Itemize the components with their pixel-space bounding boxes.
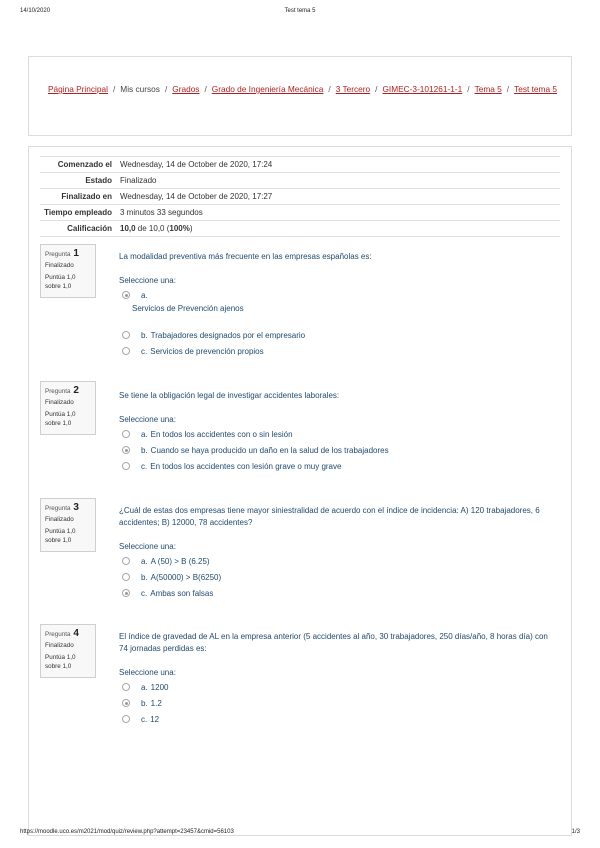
summary-row-started	[40, 157, 560, 173]
question-info	[40, 381, 96, 435]
answer-text: Ambas son falsas	[150, 589, 214, 598]
radio-unselected[interactable]	[122, 462, 130, 470]
breadcrumb-my-courses: Mis cursos	[120, 84, 160, 94]
radio-unselected[interactable]	[122, 573, 130, 581]
breadcrumb-separator: /	[112, 84, 116, 94]
breadcrumb-grados[interactable]: Grados	[172, 84, 200, 94]
print-header	[20, 8, 580, 20]
breadcrumb-separator: /	[375, 84, 378, 94]
question-label: Pregunta	[45, 388, 71, 395]
question-number-value: 2	[73, 385, 79, 396]
question-number	[45, 628, 91, 639]
breadcrumb	[48, 84, 557, 94]
answer-letter: c.	[141, 715, 148, 724]
question-grade	[45, 274, 91, 291]
radio-selected[interactable]	[122, 699, 130, 707]
answer-text: A(50000) > B(6250)	[150, 573, 222, 582]
breadcrumb-separator: /	[467, 84, 470, 94]
breadcrumb-home[interactable]: Página Principal	[48, 84, 108, 94]
question-label: Pregunta	[45, 505, 71, 512]
answer-option[interactable]	[119, 445, 549, 456]
answer-text: En todos los accidentes con lesión grave o muy grave	[150, 462, 342, 471]
radio-selected[interactable]	[122, 291, 130, 299]
answer-letter: a.	[141, 291, 148, 300]
breadcrumb-separator: /	[506, 84, 510, 94]
answer-text: Trabajadores designados por el empresario	[150, 331, 306, 340]
summary-value	[116, 221, 560, 237]
summary-label: Estado	[40, 173, 116, 189]
question-grade-line: sobre 1,0	[45, 662, 72, 670]
answer-option[interactable]	[119, 346, 549, 357]
radio-selected[interactable]	[122, 446, 130, 454]
question-grade-line: sobre 1,0	[45, 419, 72, 427]
question-grade-line: Puntúa 1,0	[45, 411, 76, 418]
answer-letter: c.	[141, 589, 148, 598]
question-grade-line: Puntúa 1,0	[45, 274, 76, 281]
select-one-prompt: Seleccione una:	[119, 415, 176, 424]
summary-row-grade	[40, 221, 560, 237]
answer-text: 12	[150, 715, 160, 724]
question-text: El índice de gravedad de AL en la empresa anterior (5 accidentes al año, 30 trabajadores, 250 días/año, 8 horas día) con 74 jornadas perdidas es:	[119, 632, 548, 653]
breadcrumb-degree[interactable]: Grado de Ingeniería Mecánica	[211, 84, 324, 94]
answer-text: Cuando se haya producido un daño en la salud de los trabajadores	[150, 446, 389, 455]
question-number	[45, 248, 91, 259]
navbar-card	[28, 56, 572, 136]
answer-option[interactable]	[119, 290, 549, 314]
question-grade-line: Puntúa 1,0	[45, 654, 76, 661]
answer-text: 1.2	[150, 699, 162, 708]
question-label: Pregunta	[45, 251, 71, 258]
question-number	[45, 502, 91, 513]
grade-score: 10,0	[120, 224, 136, 233]
radio-unselected[interactable]	[122, 715, 130, 723]
radio-unselected[interactable]	[122, 683, 130, 691]
radio-unselected[interactable]	[122, 557, 130, 565]
quiz-review-card	[28, 146, 572, 836]
answer-text: Servicios de Prevención ajenos	[132, 304, 244, 313]
answer-letter: b.	[141, 699, 148, 708]
attempt-summary-table	[40, 156, 560, 237]
summary-row-time	[40, 205, 560, 221]
question-number	[45, 385, 91, 396]
answer-option[interactable]	[119, 682, 549, 693]
summary-label: Tiempo empleado	[40, 205, 116, 221]
answer-letter: a.	[141, 430, 148, 439]
question-state: Finalizado	[45, 516, 74, 523]
print-url: https://moodle.uco.es/m2021/mod/quiz/review.php?attempt=23457&cmid=56103	[20, 829, 234, 835]
grade-close: )	[189, 224, 193, 233]
answer-option[interactable]	[119, 698, 549, 709]
question-number-value: 3	[73, 502, 79, 513]
summary-value: 3 minutos 33 segundos	[116, 205, 560, 221]
question-content	[119, 505, 549, 599]
question-text: La modalidad preventiva más frecuente en las empresas españolas es:	[119, 252, 372, 261]
answer-option[interactable]	[119, 429, 549, 440]
radio-unselected[interactable]	[122, 430, 130, 438]
answer-text: A (50) > B (6.25)	[150, 557, 210, 566]
question-state: Finalizado	[45, 262, 74, 269]
breadcrumb-topic[interactable]: Tema 5	[474, 84, 502, 94]
summary-value: Wednesday, 14 de October de 2020, 17:24	[116, 157, 560, 173]
summary-label: Finalizado en	[40, 189, 116, 205]
answer-option[interactable]	[119, 461, 549, 472]
answer-letter: b.	[141, 573, 148, 582]
question-grade-line: sobre 1,0	[45, 536, 72, 544]
select-one-prompt: Seleccione una:	[119, 276, 176, 285]
select-one-prompt: Seleccione una:	[119, 668, 176, 677]
question-number-value: 4	[73, 628, 79, 639]
answer-text: Servicios de prevención propios	[150, 347, 264, 356]
grade-total: de 10,0 (	[135, 224, 170, 233]
answer-letter: b.	[141, 446, 148, 455]
answer-option[interactable]	[119, 588, 549, 599]
breadcrumb-separator: /	[204, 84, 207, 94]
breadcrumb-course[interactable]: GIMEC-3-101261-1-1	[382, 84, 463, 94]
question-grade-line: Puntúa 1,0	[45, 528, 76, 535]
summary-row-finished	[40, 189, 560, 205]
print-footer	[20, 829, 580, 841]
summary-label: Calificación	[40, 221, 116, 237]
radio-unselected[interactable]	[122, 347, 130, 355]
print-page-number: 1/3	[571, 829, 580, 835]
question-text: Se tiene la obligación legal de investigar accidentes laborales:	[119, 391, 340, 400]
answer-text: En todos los accidentes con o sin lesión	[150, 430, 293, 439]
breadcrumb-separator: /	[164, 84, 168, 94]
question-info	[40, 498, 96, 552]
answer-letter: a.	[141, 683, 148, 692]
question-grade	[45, 528, 91, 545]
breadcrumb-separator: /	[328, 84, 331, 94]
question-content	[119, 251, 549, 357]
breadcrumb-quiz[interactable]: Test tema 5	[514, 84, 557, 94]
question-state: Finalizado	[45, 399, 74, 406]
radio-selected[interactable]	[122, 589, 130, 597]
question-grade	[45, 654, 91, 671]
answer-letter: c.	[141, 347, 148, 356]
question-label: Pregunta	[45, 631, 71, 638]
answer-text: 1200	[150, 683, 169, 692]
answer-letter: b.	[141, 331, 148, 340]
grade-percent: 100%	[169, 224, 190, 233]
answer-option[interactable]	[119, 330, 549, 341]
question-number-value: 1	[73, 248, 79, 259]
question-grade	[45, 411, 91, 428]
question-text: ¿Cuál de estas dos empresas tiene mayor siniestralidad de acuerdo con el índice de incidencia: A) 120 trabajadores, 6 accidentes; B) 12000, 78 accidentes?	[119, 506, 540, 527]
print-title: Test tema 5	[284, 8, 316, 14]
question-info	[40, 624, 96, 678]
question-content	[119, 631, 549, 725]
question-content	[119, 390, 549, 472]
radio-unselected[interactable]	[122, 331, 130, 339]
answer-option[interactable]	[119, 556, 549, 567]
answer-letter: c.	[141, 462, 148, 471]
question-state: Finalizado	[45, 642, 74, 649]
print-date: 14/10/2020	[20, 8, 51, 14]
question-grade-line: sobre 1,0	[45, 282, 72, 290]
question-info	[40, 244, 96, 298]
breadcrumb-year[interactable]: 3 Tercero	[335, 84, 371, 94]
summary-value: Wednesday, 14 de October de 2020, 17:27	[116, 189, 560, 205]
summary-row-state	[40, 173, 560, 189]
answer-option[interactable]	[119, 714, 549, 725]
summary-label: Comenzado el	[40, 157, 116, 173]
answer-letter: a.	[141, 557, 148, 566]
answer-option[interactable]	[119, 572, 549, 583]
select-one-prompt: Seleccione una:	[119, 542, 176, 551]
summary-value: Finalizado	[116, 173, 560, 189]
